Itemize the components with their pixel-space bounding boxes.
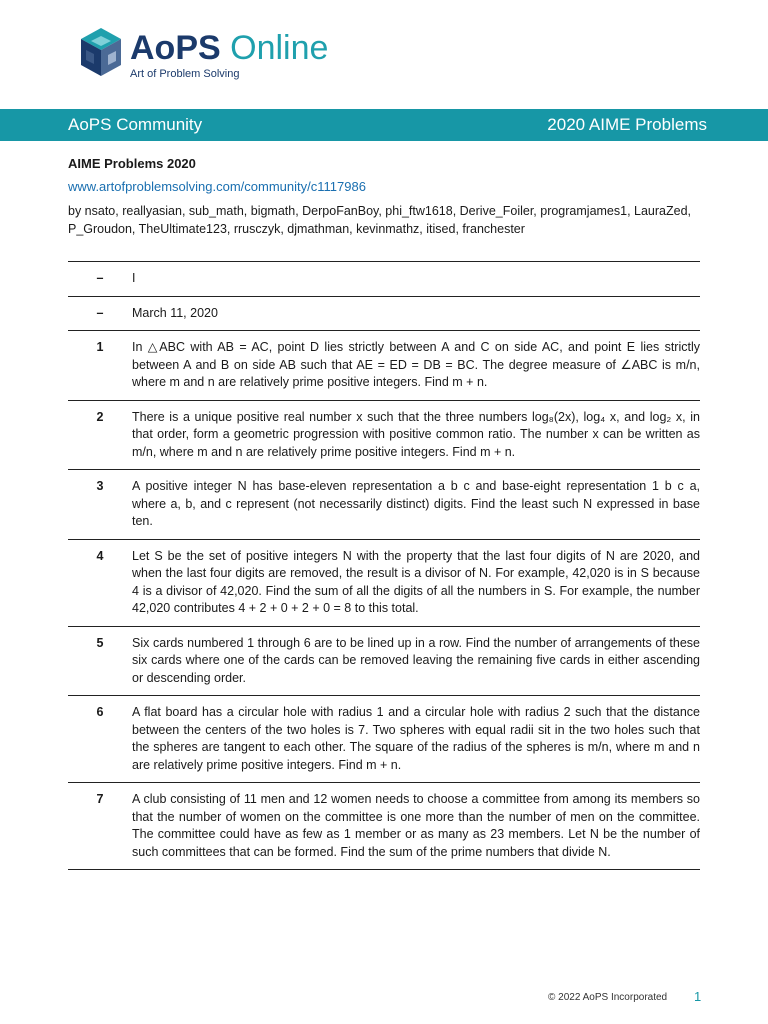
footer-copyright: © 2022 AoPS Incorporated: [548, 992, 668, 1003]
problem-number: 2: [96, 409, 104, 424]
banner-document-label: 2020 AIME Problems: [547, 115, 707, 134]
problem-number: –: [96, 305, 104, 320]
logo-tagline: Art of Problem Solving: [130, 68, 240, 80]
problem-row: [68, 297, 700, 332]
problem-text: March 11, 2020: [132, 305, 218, 320]
problem-row: [68, 401, 700, 471]
problem-number: 1: [96, 340, 104, 354]
problem-number: 4: [96, 548, 104, 563]
problem-row: [68, 470, 700, 540]
problem-row: [68, 262, 700, 297]
author-list: by nsato, reallyasian, sub_math, bigmath, DerpoFanBoy, phi_ftw1618, Derive_Foiler, programjames1, LauraZed, P_Groudon, TheUltimate123, rrusczyk, djmathman, kevinmathz, itised, franchester: [68, 204, 692, 236]
header-banner: [0, 109, 768, 141]
problem-list: [68, 261, 700, 870]
problem-text: A flat board has a circular hole with radius 1 and a circular hole with radius 2 such that the distance between the centers of the two holes is 7. Two spheres with equal radii sit in the two holes such that the spheres are tangent to each other. The square of the radius of the spheres is m/n, where m and n are relatively prime positive integers. Find m + n.: [132, 705, 700, 772]
problem-text: In △ABC with AB = AC, point D lies strictly between A and C on side AC, and point E lies strictly between A and B on side AB such that AE = ED = DB = BC. The degree measure of ∠ABC is m/n, where m and n are relatively prime positive integers. Find m + n.: [132, 340, 700, 389]
problem-row: [68, 540, 700, 627]
aops-cube-logo-icon: [78, 26, 124, 78]
problem-row: [68, 783, 700, 870]
problem-number: –: [96, 271, 104, 285]
problem-text: I: [132, 271, 136, 285]
logo-word-online: Online: [230, 29, 329, 67]
problem-text: Six cards numbered 1 through 6 are to be lined up in a row. Find the number of arrangements of these six cards where one of the cards can be removed leaving the remaining five cards in either ascending or descending order.: [132, 635, 700, 685]
problem-text: There is a unique positive real number x such that the three numbers log₈(2x), log₄ x, and log₂ x, in that order, form a geometric progression with positive common ratio. The number x can be written as m/n, where m and n are relatively prime positive integers. Find m + n.: [132, 409, 700, 459]
problem-text: A positive integer N has base-eleven representation a b c and base-eight representation 1 b c a, where a, b, and c represent (not necessarily distinct) digits. Find the least such N expressed in base ten.: [132, 479, 700, 528]
problem-row: [68, 696, 700, 783]
page-number: 1: [694, 989, 702, 1004]
community-link[interactable]: www.artofproblemsolving.com/community/c1117986: [68, 179, 366, 194]
problem-number: 6: [96, 705, 104, 719]
problem-number: 7: [96, 792, 104, 806]
problem-text: Let S be the set of positive integers N with the property that the last four digits of N are 2020, and when the last four digits are removed, the result is a divisor of N. For example, 42,020 is in S because 4 is a divisor of 42,020. Find the sum of all the digits of all the numbers in S. For example, the number 42,020 contributes 4 + 2 + 0 + 2 + 0 = 8 to this total.: [132, 548, 700, 615]
logo-wordmark: [130, 30, 328, 66]
problem-number: 3: [96, 479, 104, 493]
aops-logo: [78, 24, 338, 84]
problem-row: [68, 331, 700, 401]
problem-number: 5: [96, 635, 104, 650]
problem-text: A club consisting of 11 men and 12 women needs to choose a committee from among its members so that the number of women on the committee is one more than the number of men on the committee. The committee could have as few as 1 member or as many as 23 members. Let N be the number of such committees that can be formed. Find the sum of the prime numbers that divide N.: [132, 792, 700, 859]
document-title: AIME Problems 2020: [68, 156, 196, 171]
logo-word-aops: AoPS: [130, 29, 221, 67]
problem-row: [68, 627, 700, 697]
banner-community-label: AoPS Community: [68, 115, 203, 134]
